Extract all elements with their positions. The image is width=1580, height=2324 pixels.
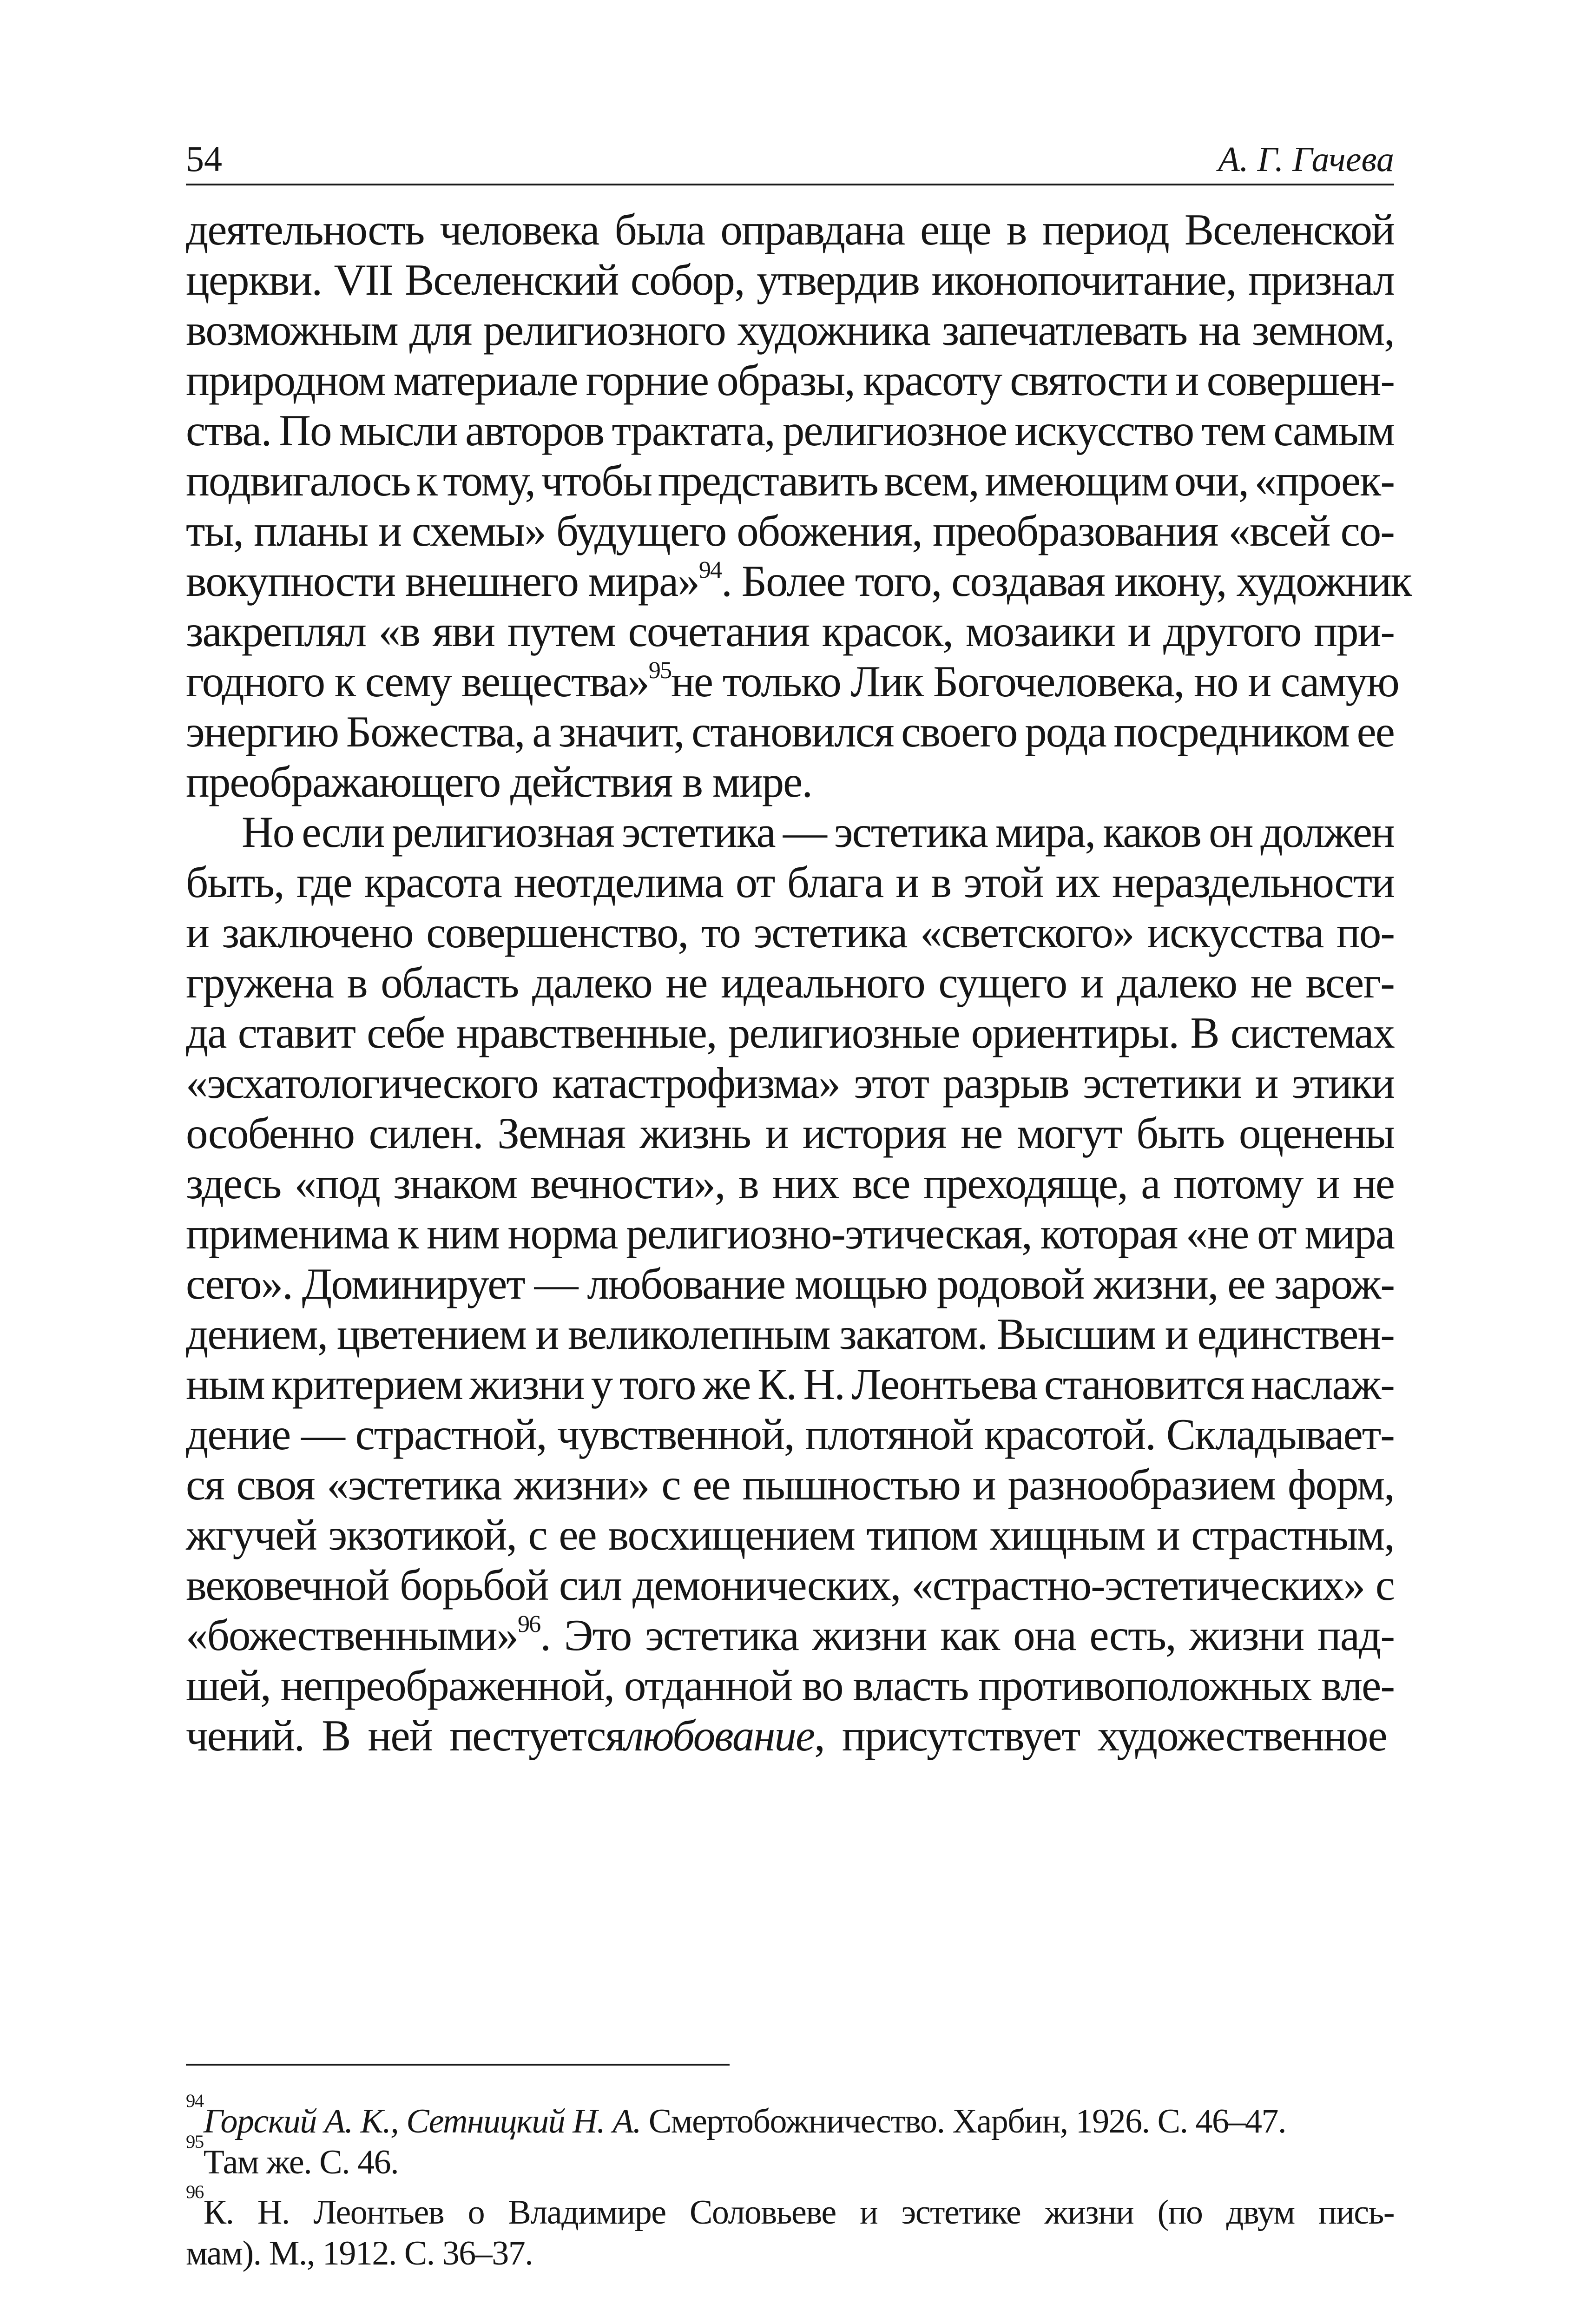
main-text	[186, 205, 1411, 1761]
text-line: дением, цветением и великолепным закатом. Высшим и единствен-	[186, 1309, 1394, 1359]
text-line: ся своя «эстетика жизни» с ее пышностью и разнообразием форм,	[186, 1460, 1394, 1509]
text-line-with-ref-96	[186, 1610, 1394, 1660]
text-line: здесь «под знаком вечности», в них все преходяще, а потому и не	[186, 1159, 1394, 1208]
text-line: применима к ним норма религиозно-этическая, которая «не от мира	[186, 1209, 1394, 1258]
footnote-number: 95	[186, 2131, 204, 2152]
page-header	[186, 119, 1394, 185]
text-line: быть, где красота неотделима от блага и в этой их нераздельности	[186, 858, 1394, 907]
text-line: деятельность человека была оправдана еще в период Вселенской	[186, 205, 1394, 254]
text-line: ным критерием жизни у того же К. Н. Леонтьева становится наслаж-	[186, 1360, 1394, 1409]
text-line: ства. По мысли авторов трактата, религиозное искусство тем самым	[186, 406, 1394, 455]
text-line: особенно силен. Земная жизнь и история не могут быть оценены	[186, 1109, 1394, 1158]
text-line-paragraph-start: Но если религиозная эстетика — эстетика мира, каков он должен	[242, 807, 1394, 857]
text-line: закреплял «в яви путем сочетания красок, мозаики и другого при-	[186, 607, 1394, 656]
text-line: жгучей экзотикой, с ее восхищением типом хищным и страстным,	[186, 1510, 1394, 1559]
footnote-separator	[186, 2064, 730, 2066]
text-line: ты, планы и схемы» будущего обожения, преобразования «всей со-	[186, 506, 1394, 555]
footnote-text: К. Н. Леонтьев о Владимире Соловьеве и эстетике жизни (по двум пись-	[203, 2193, 1394, 2232]
footnote-number: 96	[186, 2181, 204, 2202]
footnote-ref-96[interactable]: 96	[518, 1610, 540, 1637]
text-line: преображающего действия в мире.	[186, 757, 812, 806]
text-segment: «божественными»	[186, 1611, 518, 1660]
text-line-with-emphasis	[186, 1710, 1394, 1761]
text-line: природном материале горние образы, красоту святости и совершен-	[186, 356, 1394, 405]
page-number: 54	[186, 139, 222, 179]
text-line: шей, непреображенной, отданной во власть противоположных вле-	[186, 1661, 1394, 1710]
text-line: возможным для религиозного художника запечатлевать на земном,	[186, 305, 1394, 355]
text-line: энергию Божества, а значит, становился своего рода посредником ее	[186, 707, 1394, 756]
text-segment: не только Лик Богочеловека, но и самую	[671, 657, 1399, 706]
text-segment: вокупности внешнего мира»	[186, 556, 699, 606]
footnote-ref-95[interactable]: 95	[648, 656, 671, 684]
footnote-96-continued	[186, 2233, 1394, 2274]
emphasis-word: любование	[625, 1711, 815, 1760]
footnote-95	[186, 2131, 1394, 2183]
text-line: сего». Доминирует — любование мощью родовой жизни, ее зарож-	[186, 1259, 1394, 1308]
text-segment: . Более того, создавая икону, художник	[721, 556, 1411, 606]
text-line: дение — страстной, чувственной, плотяной красотой. Складывает-	[186, 1410, 1394, 1459]
text-line: подвигалось к тому, чтобы представить всем, имеющим очи, «проек-	[186, 456, 1394, 505]
text-segment: . Это эстетика жизни как она есть, жизни пад-	[540, 1611, 1394, 1660]
footnotes	[186, 2090, 1394, 2274]
text-line: да ставит себе нравственные, религиозные ориентиры. В системах	[186, 1008, 1394, 1057]
text-segment: годного к сему вещества»	[186, 657, 649, 706]
footnote-94	[186, 2090, 1394, 2142]
running-head-author: А. Г. Гачева	[1218, 140, 1394, 179]
text-line: «эсхатологического катастрофизма» этот разрыв эстетики и этики	[186, 1058, 1394, 1108]
footnote-number: 94	[186, 2090, 204, 2111]
footnote-text: Там же. С. 46.	[203, 2143, 399, 2181]
footnote-authors: Горский А. К., Сетницкий Н. А.	[203, 2102, 641, 2140]
footnote-ref-94[interactable]: 94	[698, 556, 722, 583]
text-line: церкви. VII Вселенский собор, утвердив иконопочитание, признал	[186, 255, 1394, 304]
text-segment: , присутствует художественное	[814, 1711, 1387, 1760]
text-line-with-ref-94	[186, 556, 1411, 606]
footnote-96	[186, 2181, 1394, 2233]
text-segment: чений. В ней пестуется	[186, 1711, 625, 1760]
text-line-with-ref-95	[186, 656, 1399, 706]
text-line: гружена в область далеко не идеального сущего и далеко не всег-	[186, 958, 1394, 1007]
text-line: и заключено совершенство, то эстетика «светского» искусства по-	[186, 908, 1394, 957]
text-line: вековечной борьбой сил демонических, «страстно-эстетических» с	[186, 1560, 1394, 1610]
footnote-text: мам). М., 1912. С. 36–37.	[186, 2234, 533, 2272]
footnote-text: Смертобожничество. Харбин, 1926. С. 46–47.	[640, 2102, 1286, 2140]
